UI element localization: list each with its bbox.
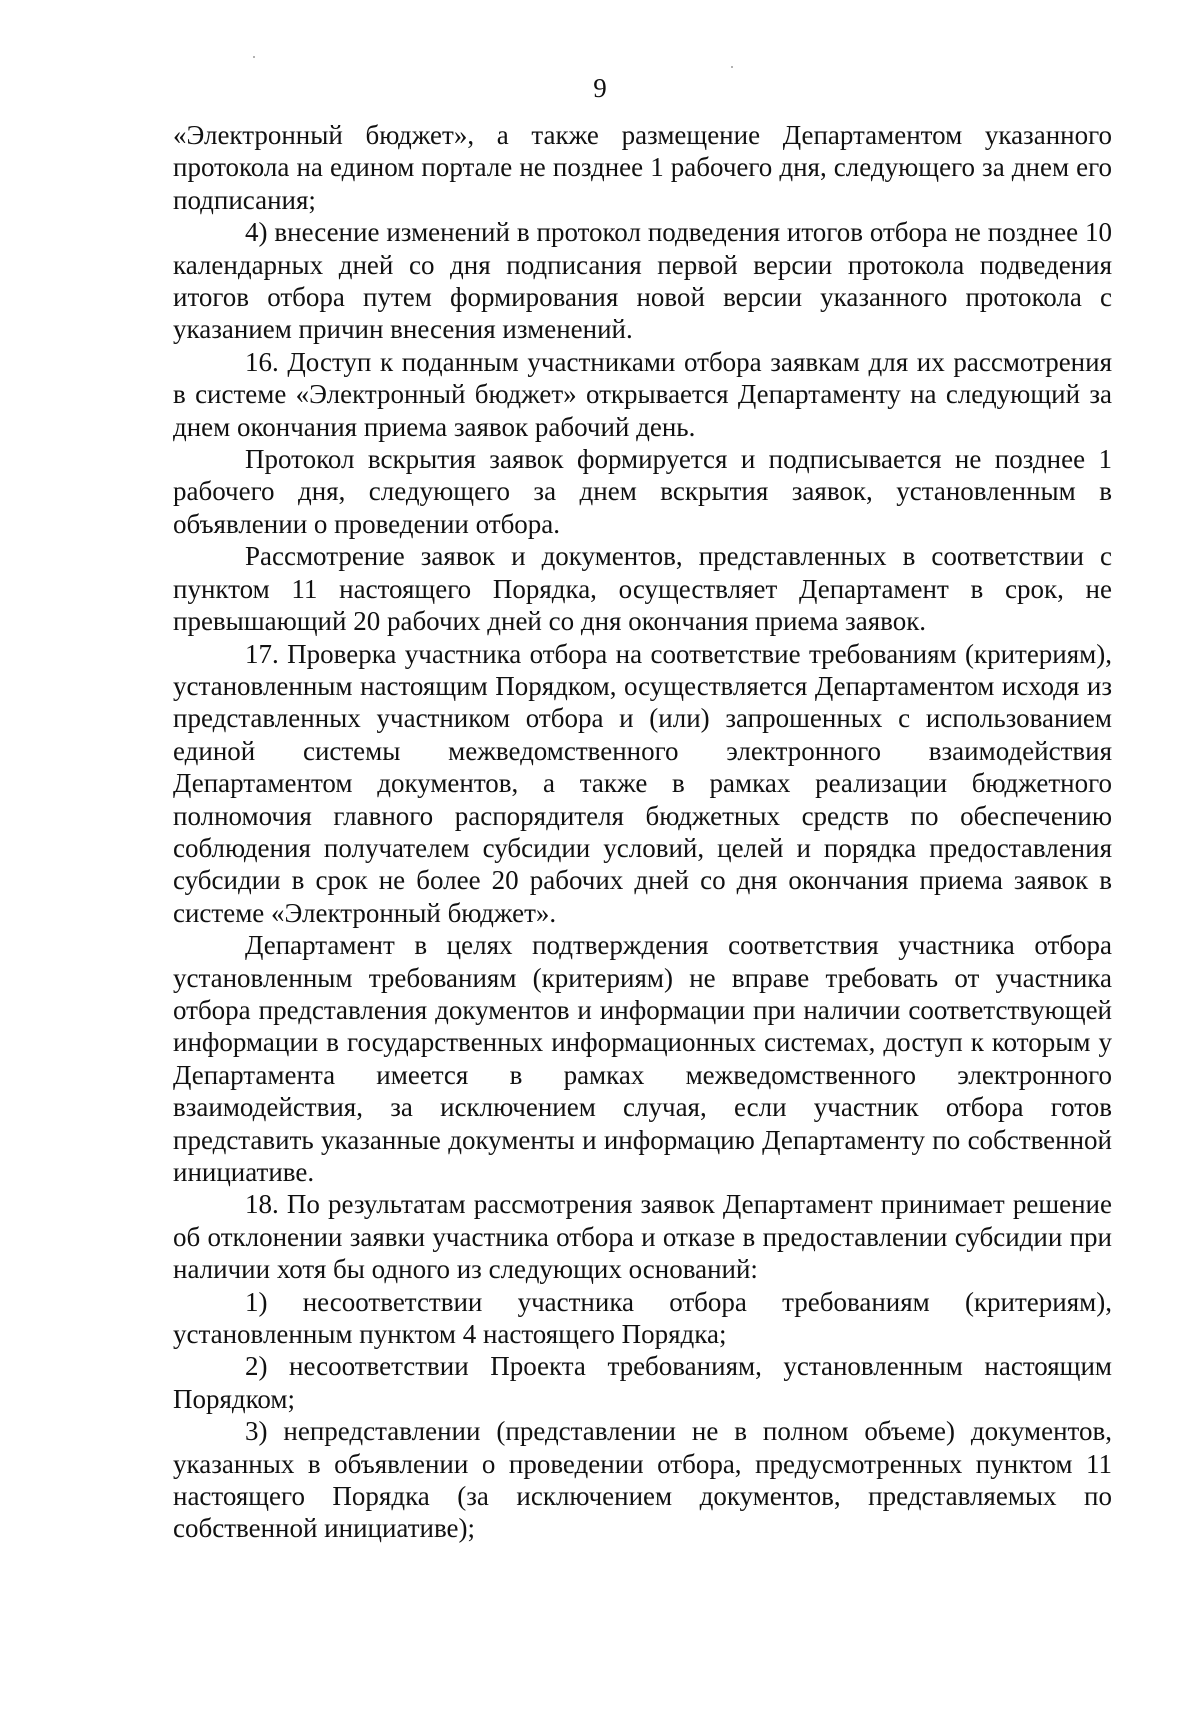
paragraph-reason-2: 2) несоответствии Проекта требованиям, установленным настоящим Порядком; <box>173 1351 1112 1414</box>
scan-speck <box>731 66 733 68</box>
document-body <box>173 119 1112 1545</box>
paragraph-review-deadline: Рассмотрение заявок и документов, представленных в соответствии с пунктом 11 настоящего Порядка, осуществляет Департамент в срок, не превышающий 20 рабочих дней со дня окончания приема заявок. <box>173 541 1112 637</box>
page-number: 9 <box>593 73 607 103</box>
paragraph-continuation: «Электронный бюджет», а также размещение Департаментом указанного протокола на едином портале не позднее 1 рабочего дня, следующего за днем его подписания; <box>173 120 1112 215</box>
scan-speck <box>253 56 255 58</box>
paragraph-opening-protocol: Протокол вскрытия заявок формируется и подписывается не позднее 1 рабочего дня, следующего за днем вскрытия заявок, установленным в объявлении о проведении отбора. <box>173 444 1112 539</box>
paragraph-clause-16: 16. Доступ к поданным участниками отбора заявкам для их рассмотрения в системе «Электронный бюджет» открывается Департаменту на следующий за днем окончания приема заявок рабочий день. <box>173 346 1112 442</box>
paragraph-document-request: Департамент в целях подтверждения соответствия участника отбора установленным требованиям (критериям) не вправе требовать от участника отбора представления документов и информации при наличии соответствующей информации в государственных информационных системах, доступ к которым у Департамента имеется в рамках межведомственного электронного взаимодействия, за исключением случая, если участник отбора готов представить указанные документы и информацию Департаменту по собственной инициативе. <box>173 930 1112 1187</box>
paragraph-reason-1: 1) несоответствии участника отбора требованиям (критериям), установленным пунктом 4 настоящего Порядка; <box>173 1286 1112 1350</box>
paragraph-item-4: 4) внесение изменений в протокол подведения итогов отбора не позднее 10 календарных дней со дня подписания первой версии протокола подведения итогов отбора путем формирования новой версии указанного протокола с указанием причин внесения изменений. <box>173 217 1112 345</box>
paragraph-clause-17: 17. Проверка участника отбора на соответствие требованиям (критериям), установленным настоящим Порядком, осуществляется Департаментом исходя из представленных участником отбора и (или) запрошенных с использованием единой системы межведомственного электронного взаимодействия Департаментом документов, а также в рамках реализации бюджетного полномочия главного распорядителя бюджетных средств по обеспечению соблюдения получателем субсидии условий, целей и порядка предоставления субсидии в срок не более 20 рабочих дней со дня окончания приема заявок в системе «Электронный бюджет». <box>173 638 1112 928</box>
paragraph-clause-18: 18. По результатам рассмотрения заявок Департамент принимает решение об отклонении заявки участника отбора и отказе в предоставлении субсидии при наличии хотя бы одного из следующих оснований: <box>173 1189 1112 1285</box>
paragraph-reason-3: 3) непредставлении (представлении не в полном объеме) документов, указанных в объявлении о проведении отбора, предусмотренных пунктом 11 настоящего Порядка (за исключением документов, представляемых по собственной инициативе); <box>173 1416 1112 1544</box>
